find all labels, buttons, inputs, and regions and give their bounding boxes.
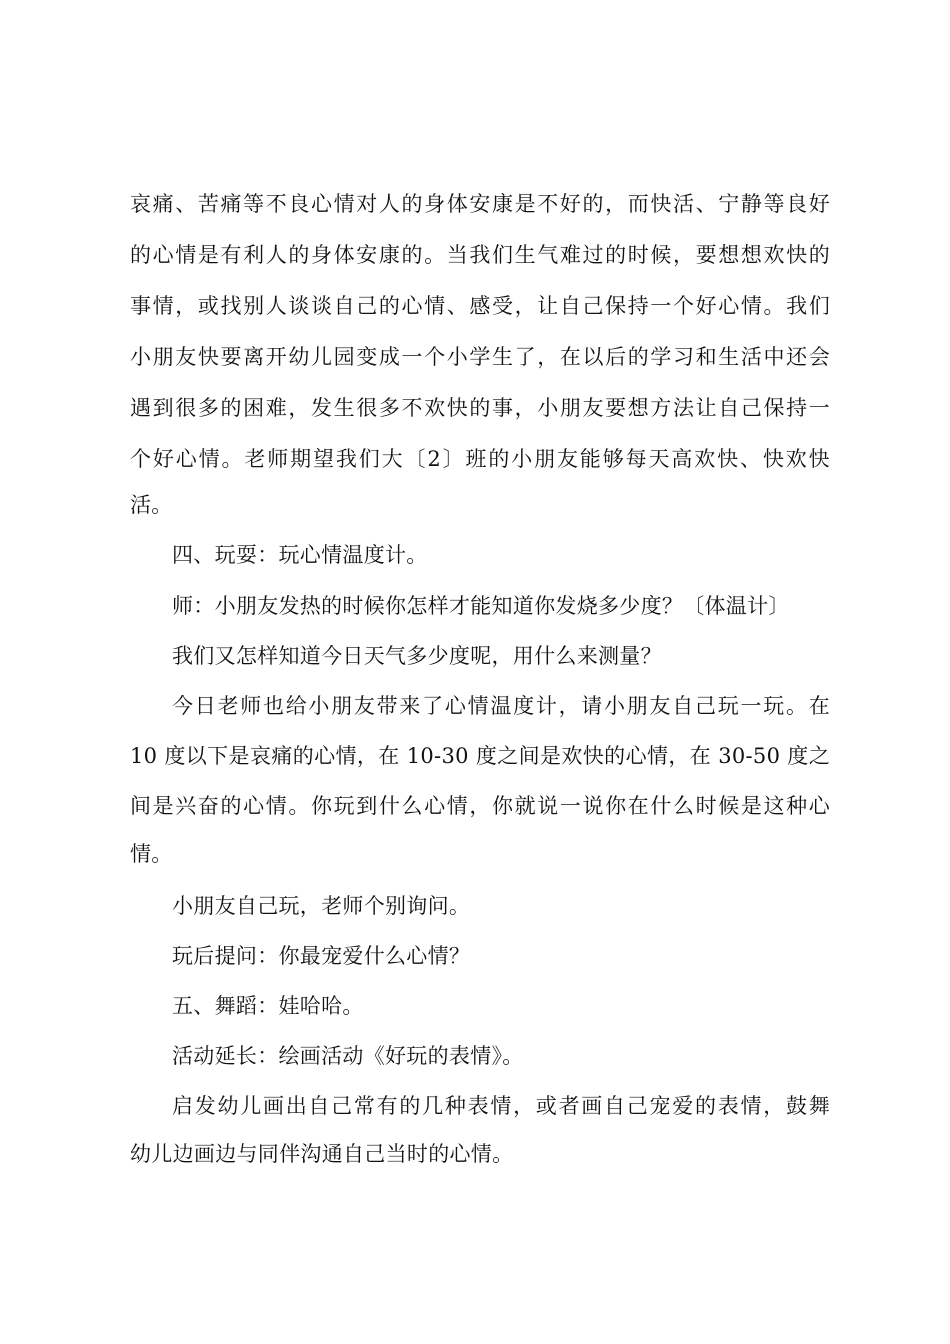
paragraph-line: 10 度以下是哀痛的心情，在 10-30 度之间是欢快的心情，在 30-50 度之 [130,744,830,768]
paragraph-line: 启发幼儿画出自己常有的几种表情，或者画自己宠爱的表情，鼓舞 [172,1094,830,1118]
paragraph-line: 事情，或找别人谈谈自己的心情、感受，让自己保持一个好心情。我们 [130,294,830,318]
paragraph-line: 情。 [130,842,173,866]
section-five-heading: 五、舞蹈：娃哈哈。 [172,994,364,1018]
paragraph-line: 幼儿边画边与同伴沟通自己当时的心情。 [130,1142,514,1166]
section-four-heading: 四、玩耍：玩心情温度计。 [172,543,428,567]
paragraph-line: 的心情是有利人的身体安康的。当我们生气难过的时候，要想想欢快的 [130,243,830,267]
activity-extension: 活动延长：绘画活动《好玩的表情》。 [172,1044,524,1068]
children-play-text: 小朋友自己玩，老师个别询问。 [172,894,471,918]
paragraph-line: 间是兴奋的心情。你玩到什么心情，你就说一说你在什么时候是这种心 [130,794,830,818]
after-play-question: 玩后提问：你最宠爱什么心情？ [172,944,471,968]
teacher-question: 师：小朋友发热的时候你怎样才能知道你发烧多少度？〔体温计〕 [172,594,790,618]
paragraph-line: 今日老师也给小朋友带来了心情温度计，请小朋友自己玩一玩。在 [172,694,830,718]
paragraph-line: 个好心情。老师期望我们大〔2〕班的小朋友能够每天高欢快、快欢快 [130,447,830,471]
teacher-question: 我们又怎样知道今日天气多少度呢，用什么来测量？ [172,644,662,668]
paragraph-line: 活。 [130,493,173,517]
paragraph-line: 遇到很多的困难，发生很多不欢快的事，小朋友要想方法让自己保持一 [130,396,830,420]
paragraph-line: 哀痛、苦痛等不良心情对人的身体安康是不好的，而快活、宁静等良好 [130,192,830,216]
paragraph-line: 小朋友快要离开幼儿园变成一个小学生了，在以后的学习和生活中还会 [130,345,830,369]
